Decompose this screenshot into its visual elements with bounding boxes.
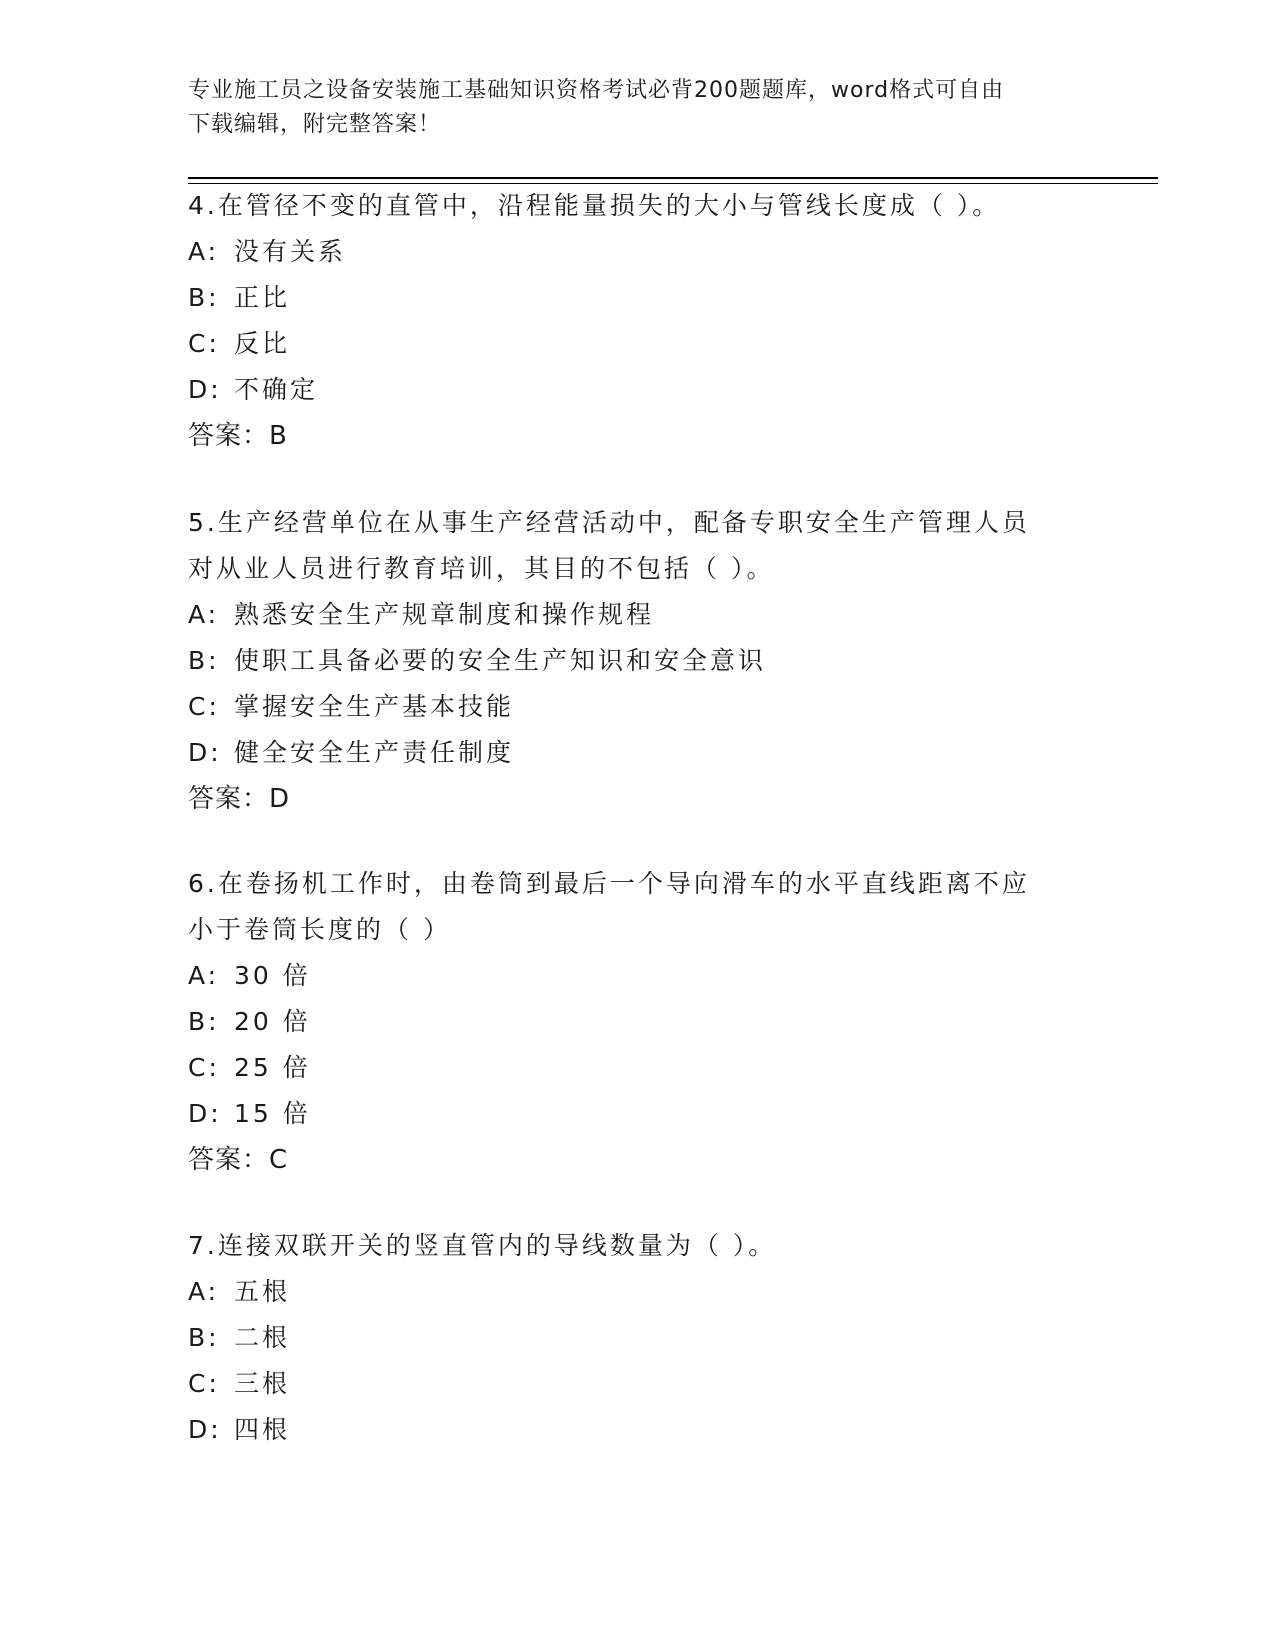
option-text: 二根: [234, 1323, 291, 1352]
document-header: [188, 74, 1088, 142]
option-letter: A:: [188, 600, 220, 629]
option-letter: A:: [188, 1277, 220, 1306]
option-c: [188, 321, 1088, 367]
option-c: [188, 684, 1088, 730]
option-d: [188, 1407, 1088, 1453]
option-a: [188, 953, 1088, 999]
question-6: [188, 861, 1088, 1183]
option-text: 健全安全生产责任制度: [234, 738, 515, 767]
option-a: [188, 229, 1088, 275]
option-text: 30 倍: [234, 961, 311, 990]
question-4: [188, 183, 1088, 459]
option-text: 掌握安全生产基本技能: [234, 692, 515, 721]
option-a: [188, 1269, 1088, 1315]
question-stem: 7.连接双联开关的竖直管内的导线数量为（ ）。: [188, 1231, 777, 1260]
option-text: 25 倍: [234, 1053, 311, 1082]
option-text: 不确定: [234, 375, 319, 404]
option-text: 15 倍: [234, 1099, 311, 1128]
header-line-1: 专业施工员之设备安装施工基础知识资格考试必背200题题库，word格式可自由: [188, 78, 1005, 103]
option-text: 使职工具备必要的安全生产知识和安全意识: [234, 646, 767, 675]
question-5: [188, 500, 1088, 822]
question-stem-line-1: 5.生产经营单位在从事生产经营活动中，配备专职安全生产管理人员: [188, 508, 1030, 537]
option-letter: C:: [188, 329, 220, 358]
option-text: 正比: [234, 283, 291, 312]
option-b: [188, 1315, 1088, 1361]
option-text: 三根: [234, 1369, 291, 1398]
option-letter: D:: [188, 1415, 222, 1444]
question-stem: 4.在管径不变的直管中，沿程能量损失的大小与管线长度成（ ）。: [188, 191, 1001, 220]
answer-line: 答案：C: [188, 1145, 289, 1175]
option-letter: C:: [188, 1053, 220, 1082]
answer-line: 答案：D: [188, 784, 291, 814]
option-text: 五根: [234, 1277, 291, 1306]
option-letter: D:: [188, 375, 222, 404]
option-letter: A:: [188, 961, 220, 990]
option-letter: C:: [188, 1369, 220, 1398]
option-letter: A:: [188, 237, 220, 266]
option-letter: B:: [188, 646, 220, 675]
option-d: [188, 1091, 1088, 1137]
option-text: 没有关系: [234, 237, 347, 266]
option-b: [188, 999, 1088, 1045]
option-a: [188, 592, 1088, 638]
question-stem-line-2: 对从业人员进行教育培训，其目的不包括（ ）。: [188, 554, 775, 583]
option-letter: B:: [188, 1007, 220, 1036]
option-c: [188, 1361, 1088, 1407]
option-letter: C:: [188, 692, 220, 721]
option-letter: D:: [188, 738, 222, 767]
question-7: [188, 1223, 1088, 1453]
header-line-2: 下载编辑，附完整答案！: [188, 112, 442, 137]
option-text: 反比: [234, 329, 291, 358]
option-letter: B:: [188, 1323, 220, 1352]
question-stem-line-2: 小于卷筒长度的（ ）: [188, 915, 451, 944]
header-divider-thick: [188, 177, 1158, 179]
answer-line: 答案：B: [188, 421, 288, 451]
option-d: [188, 730, 1088, 776]
option-text: 四根: [234, 1415, 291, 1444]
option-b: [188, 275, 1088, 321]
option-d: [188, 367, 1088, 413]
option-c: [188, 1045, 1088, 1091]
option-text: 20 倍: [234, 1007, 311, 1036]
option-letter: D:: [188, 1099, 222, 1128]
option-text: 熟悉安全生产规章制度和操作规程: [234, 600, 655, 629]
option-letter: B:: [188, 283, 220, 312]
question-stem-line-1: 6.在卷扬机工作时，由卷筒到最后一个导向滑车的水平直线距离不应: [188, 869, 1030, 898]
option-b: [188, 638, 1088, 684]
